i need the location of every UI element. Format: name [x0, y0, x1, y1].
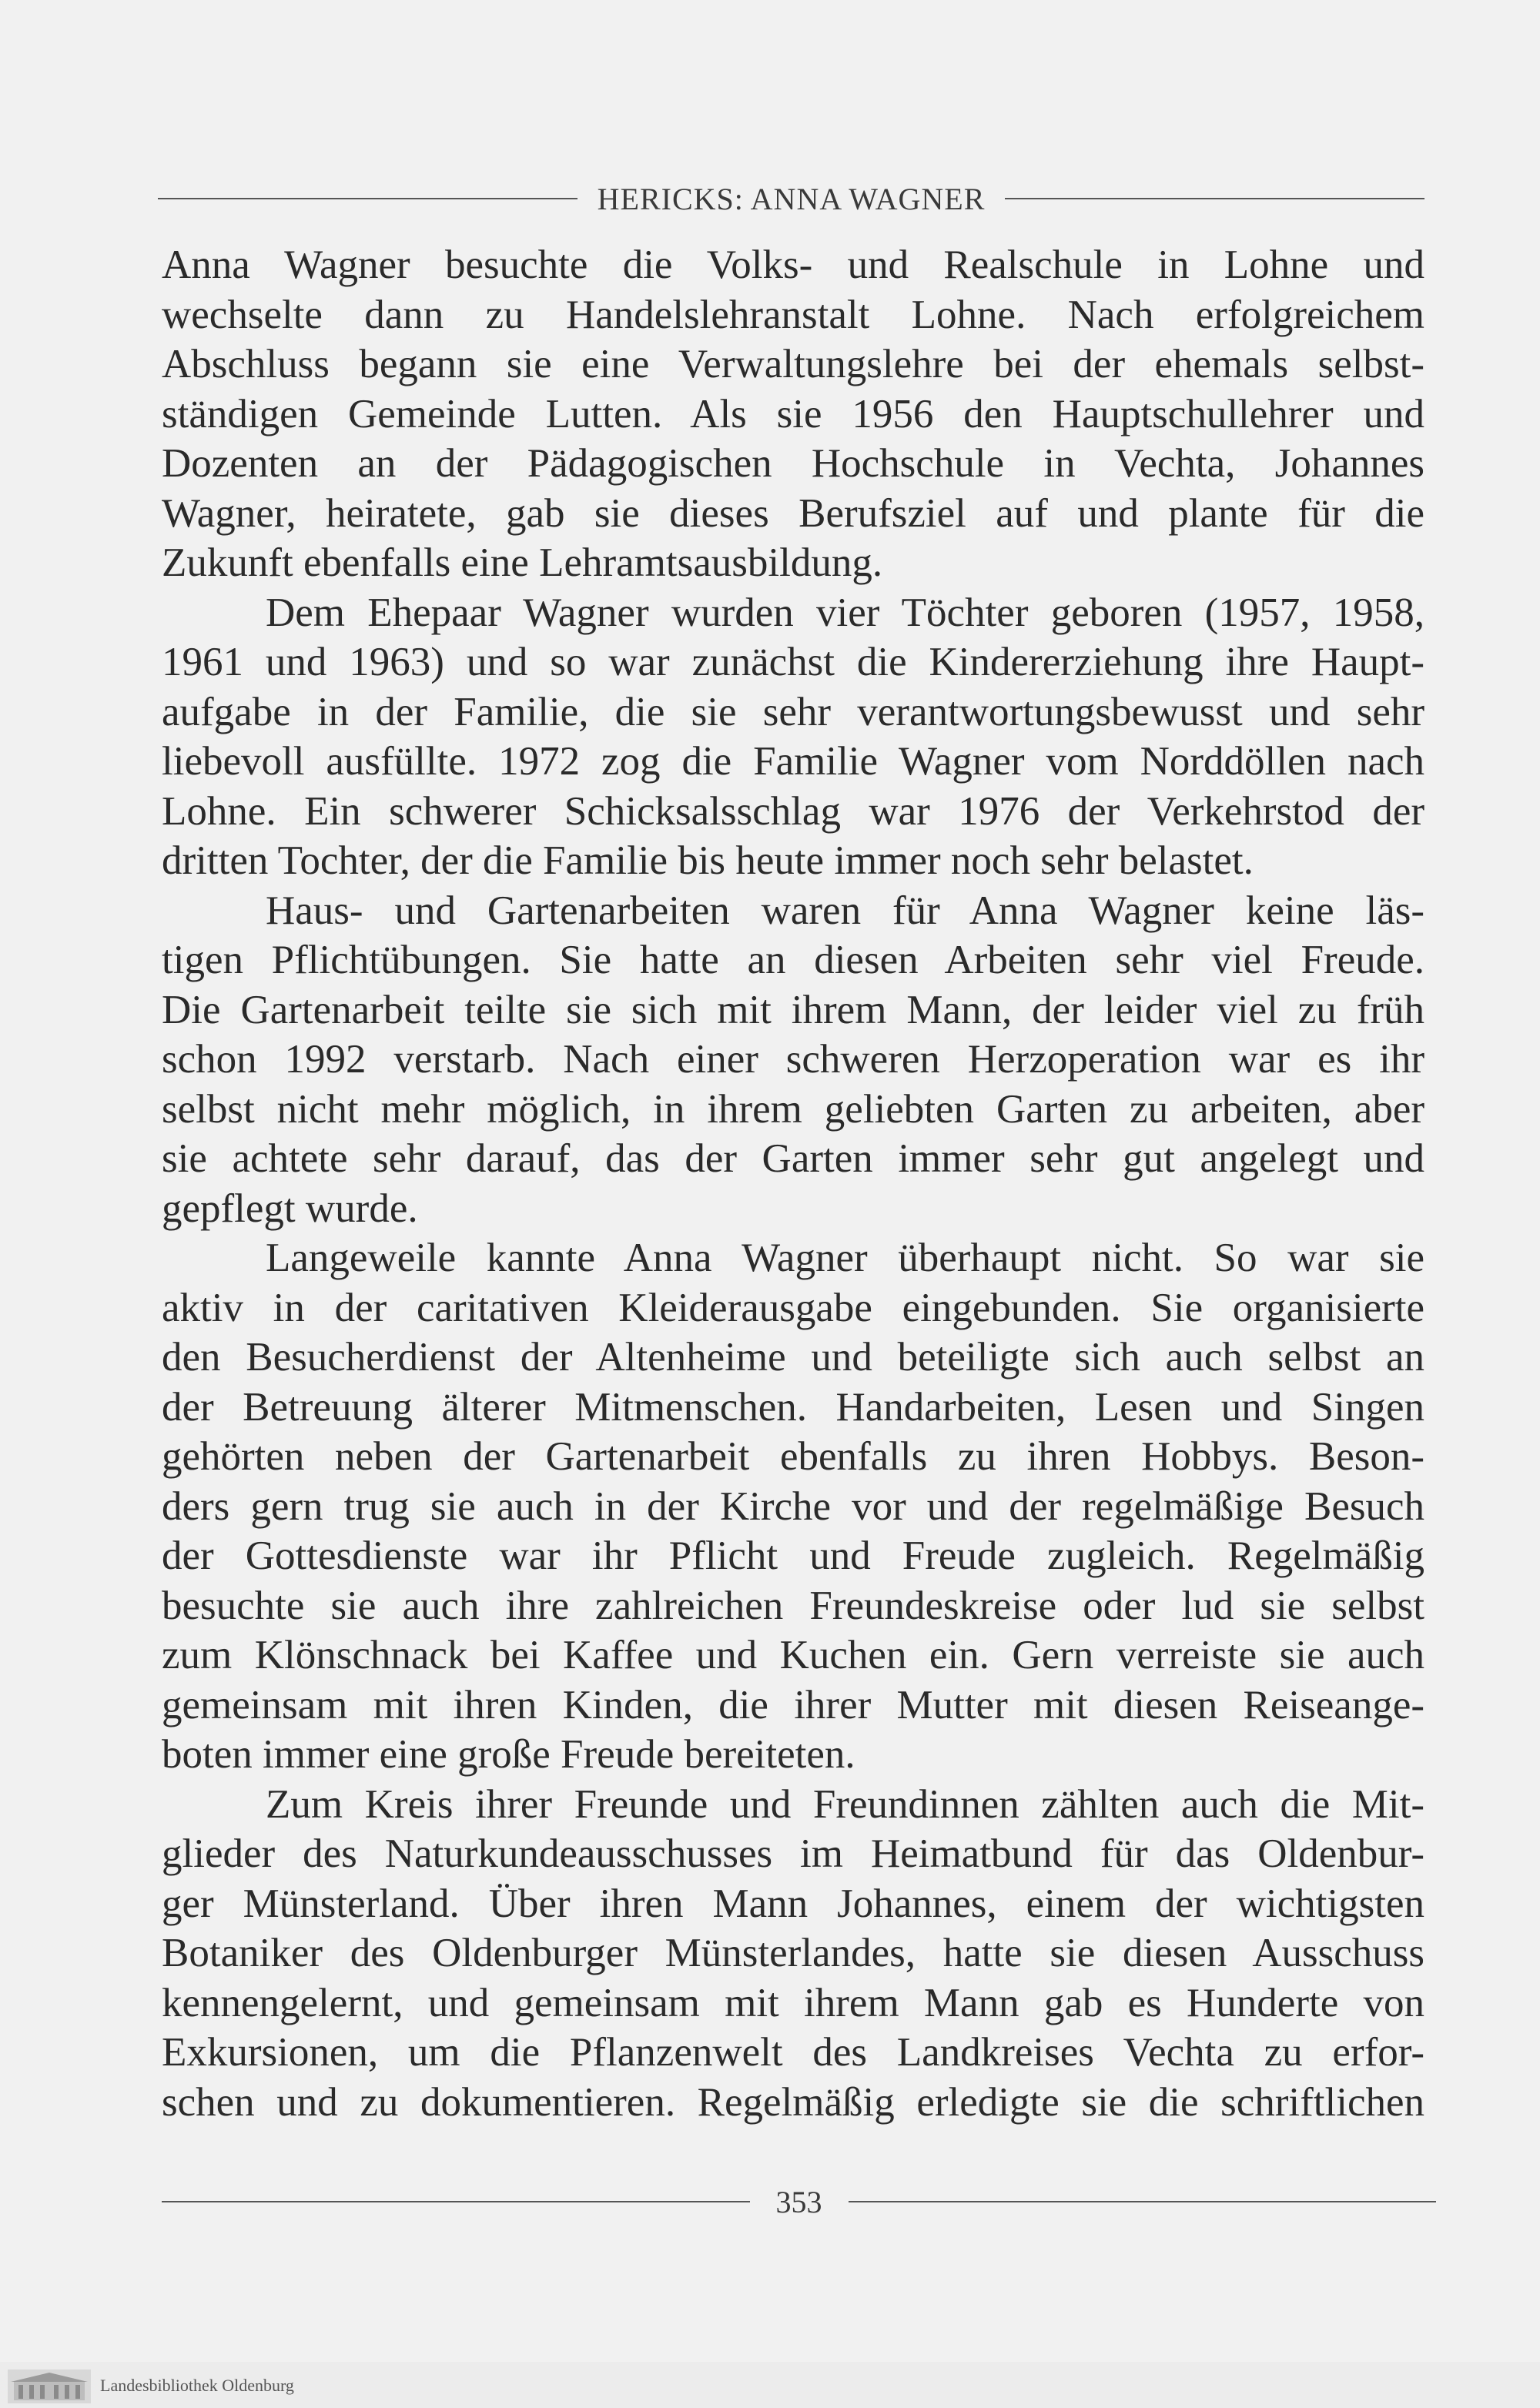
text-line: Lohne. Ein schwerer Schicksalsschlag war 1976 der Verkehrstod der: [162, 788, 1424, 834]
text-line: ders gern trug sie auch in der Kirche vor und der regelmäßige Besuch: [162, 1483, 1424, 1529]
text-line: Die Gartenarbeit teilte sie sich mit ihrem Mann, der leider viel zu früh: [162, 987, 1424, 1032]
library-name: Landesbibliothek Oldenburg: [100, 2376, 294, 2395]
text-line: schen und zu dokumentieren. Regelmäßig erledigte sie die schriftlichen: [162, 2079, 1424, 2125]
text-line: kennengelernt, und gemeinsam mit ihrem Mann gab es Hunderte von: [162, 1980, 1424, 2025]
text-line: den Besucherdienst der Altenheime und beteiligte sich auch selbst an: [162, 1335, 1424, 1380]
text-line: besuchte sie auch ihre zahlreichen Freundeskreise oder lud sie selbst: [162, 1583, 1424, 1628]
text-line: glieder des Naturkundeausschusses im Heimatbund für das Oldenbur-: [162, 1831, 1424, 1876]
text-line: Abschluss begann sie eine Verwaltungslehre bei der ehemals selbst-: [162, 342, 1424, 386]
header-rule-right: [1005, 198, 1424, 199]
text-line: ständigen Gemeinde Lutten. Als sie 1956 den Hauptschullehrer und: [162, 391, 1424, 436]
text-line: der Betreuung älterer Mitmenschen. Handarbeiten, Lesen und Singen: [162, 1384, 1424, 1430]
text-line: liebevoll ausfüllte. 1972 zog die Familie Wagner vom Norddöllen nach: [162, 739, 1424, 784]
text-line: wechselte dann zu Handelslehranstalt Lohne. Nach erfolgreichem: [162, 292, 1424, 337]
text-line: boten immer eine große Freude bereiteten.: [162, 1732, 855, 1777]
text-line: 1961 und 1963) und so war zunächst die Kindererziehung ihre Haupt-: [162, 640, 1424, 684]
text-line: Dozenten an der Pädagogischen Hochschule in Vechta, Johannes: [162, 441, 1424, 486]
text-line: Exkursionen, um die Pflanzenwelt des Landkreises Vechta zu erfor-: [162, 2030, 1424, 2075]
text-line: tigen Pflichtübungen. Sie hatte an diesen Arbeiten sehr viel Freude.: [162, 938, 1424, 982]
footer-rule-left: [162, 2201, 750, 2202]
text-line: aktiv in der caritativen Kleiderausgabe eingebunden. Sie organisierte: [162, 1285, 1424, 1330]
text-line: schon 1992 verstarb. Nach einer schweren Herzoperation war es ihr: [162, 1037, 1424, 1082]
page-number: 353: [775, 2184, 822, 2219]
text-line: zum Klönschnack bei Kaffee und Kuchen ein. Gern verreiste sie auch: [162, 1633, 1424, 1677]
text-line: dritten Tochter, der die Familie bis heute immer noch sehr belastet.: [162, 838, 1254, 883]
text-line: Dem Ehepaar Wagner wurden vier Töchter geboren (1957, 1958,: [266, 590, 1424, 635]
header-title: HERICKS: ANNA WAGNER: [597, 181, 986, 216]
header-rule-left: [158, 198, 578, 199]
body-text: [162, 240, 1424, 2127]
text-line: gehörten neben der Gartenarbeit ebenfalls zu ihren Hobbys. Beson-: [162, 1434, 1424, 1479]
text-line: der Gottesdienste war ihr Pflicht und Freude zugleich. Regelmäßig: [162, 1533, 1424, 1578]
text-line: Langeweile kannte Anna Wagner überhaupt nicht. So war sie: [266, 1236, 1424, 1280]
text-line: gemeinsam mit ihren Kinden, die ihrer Mutter mit diesen Reiseange-: [162, 1682, 1424, 1727]
text-line: gepflegt wurde.: [162, 1186, 418, 1231]
text-line: Botaniker des Oldenburger Münsterlandes, hatte sie diesen Ausschuss: [162, 1931, 1424, 1975]
text-line: Wagner, heiratete, gab sie dieses Berufsziel auf und plante für die: [162, 490, 1424, 536]
text-line: Zum Kreis ihrer Freunde und Freundinnen zählten auch die Mit-: [266, 1781, 1424, 1827]
text-line: Zukunft ebenfalls eine Lehramtsausbildung.: [162, 540, 883, 585]
text-line: Anna Wagner besuchte die Volks- und Realschule in Lohne und: [162, 242, 1424, 287]
text-line: sie achtete sehr darauf, das der Garten immer sehr gut angelegt und: [162, 1136, 1424, 1181]
library-building-icon: [8, 2370, 91, 2403]
text-line: Haus- und Gartenarbeiten waren für Anna Wagner keine läs-: [266, 888, 1424, 933]
text-line: aufgabe in der Familie, die sie sehr verantwortungsbewusst und sehr: [162, 689, 1424, 734]
footer-rule-right: [849, 2201, 1437, 2202]
text-line: ger Münsterland. Über ihren Mann Johannes, einem der wichtigsten: [162, 1881, 1424, 1926]
text-line: selbst nicht mehr möglich, in ihrem geliebten Garten zu arbeiten, aber: [162, 1086, 1424, 1132]
library-watermark: [0, 2362, 1540, 2408]
running-header: [158, 176, 1424, 222]
page-footer: [162, 2179, 1436, 2225]
